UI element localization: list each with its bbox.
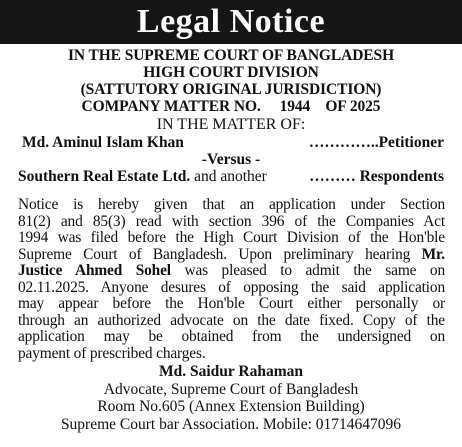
court-name: IN THE SUPREME COURT OF BANGLADESH — [67, 47, 395, 64]
respondent-head — [18, 168, 267, 185]
body-line: 81(2) and 85(3) read with section 396 of the Companies Act — [18, 212, 445, 230]
body-line-text: was pleased to admit the same on — [184, 262, 445, 279]
notice-banner — [0, 0, 462, 44]
body-line: through an authorized advocate on the date fixed. Copy of the — [18, 311, 445, 329]
body-line: may appear before the Hon'ble Court either personally or — [18, 295, 445, 312]
body-line: 02.11.2025. Anyone desures of opposing the said application — [18, 278, 445, 296]
body-line: 1994 was filed before the High Court Division of the Hon'ble — [18, 229, 445, 246]
matter-year: OF 2025 — [325, 98, 381, 115]
petitioner-name: Md. Aminul Islam Khan — [22, 134, 184, 151]
judge-name: Justice Ahmed Sohel — [18, 262, 171, 279]
advocate-contact: Supreme Court bar Association. Mobile: 01714647096 — [60, 416, 402, 433]
notice-body — [18, 197, 445, 362]
body-line: application may be obtained from the undersigned on — [18, 328, 445, 345]
matter-number: 1944 — [279, 98, 311, 115]
body-line — [18, 263, 445, 280]
advocate-title: Advocate, Supreme Court of Bangladesh — [103, 381, 359, 398]
versus: -Versus - — [201, 151, 261, 168]
respondent-name: Southern Real Estate Ltd. — [18, 168, 191, 185]
matter-label: COMPANY MATTER NO. — [81, 98, 261, 115]
respondent-line — [18, 168, 444, 185]
company-matter — [0, 98, 462, 115]
body-line-text: Supreme Court of Bangladesh. Upon preliminary hearing — [18, 245, 411, 263]
petitioner-tail — [309, 134, 444, 151]
judge-prefix: Mr. — [421, 245, 445, 263]
notice-title: Legal Notice — [136, 3, 326, 40]
body-line: Notice is hereby given that an application under Section — [18, 196, 445, 213]
advocate-room: Room No.605 (Annex Extension Building) — [97, 398, 365, 415]
respondent-extra: and another — [194, 168, 267, 185]
petitioner-dots: ………….. — [308, 134, 379, 151]
division-name: HIGH COURT DIVISION — [143, 64, 319, 81]
petitioner-line — [22, 134, 444, 151]
in-the-matter-of: IN THE MATTER OF: — [156, 116, 306, 133]
jurisdiction: (SATTUTORY ORIGINAL JURISDICTION) — [80, 81, 382, 98]
petitioner-label: Petitioner — [378, 134, 444, 151]
body-line: payment of prescribed charges. — [18, 344, 206, 362]
respondent-label: Respondents — [359, 168, 444, 185]
respondent-tail — [309, 168, 444, 185]
body-line — [18, 247, 445, 264]
advocate-name: Md. Saidur Rahaman — [159, 363, 303, 380]
respondent-dots: ……… — [309, 168, 356, 185]
